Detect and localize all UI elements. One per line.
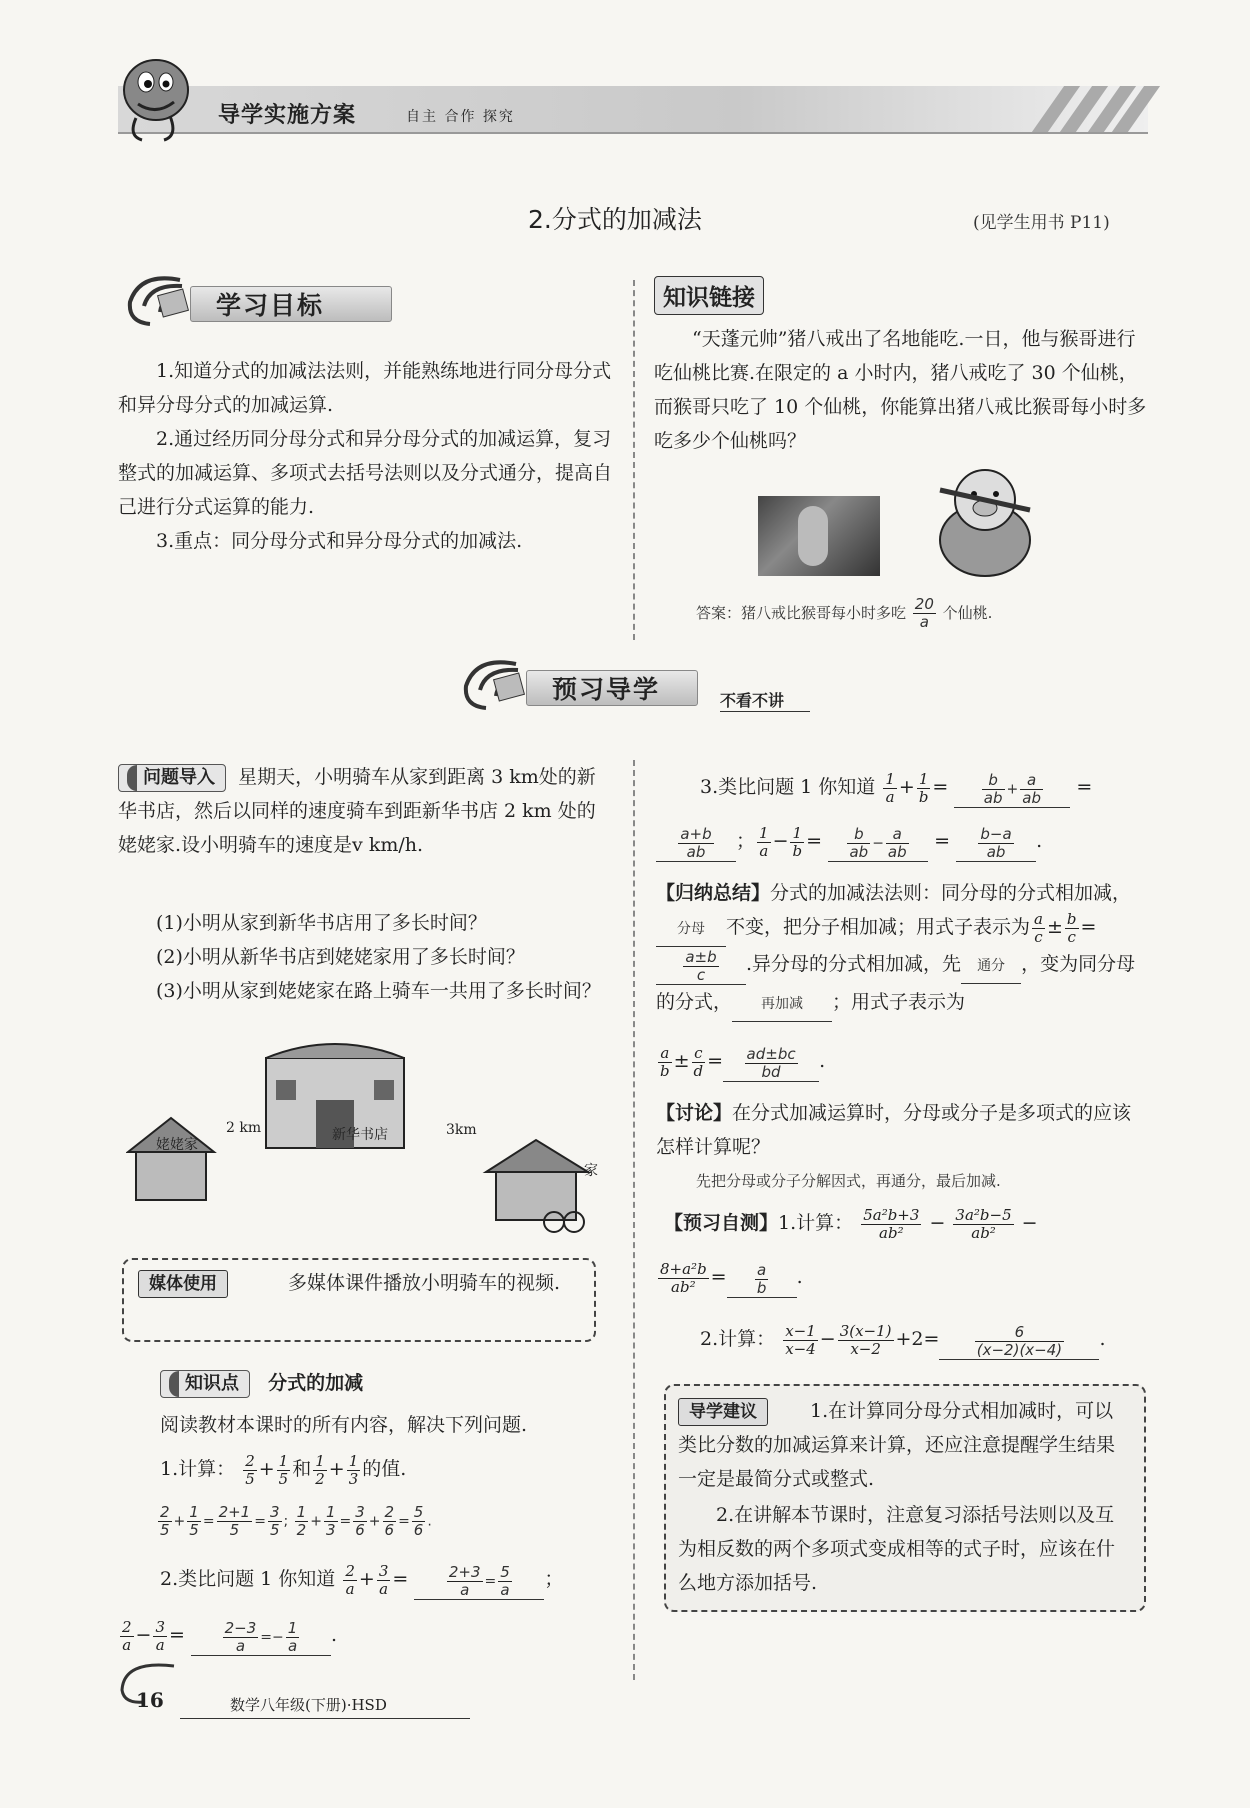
- kp-question-2b: $\frac{2}{a}$ − $\frac{3}{a}$ = $\frac{2-3}{a}$ =− $\frac{1}{a}$ .: [122, 1617, 338, 1655]
- objectives-title: 学习目标: [216, 291, 325, 320]
- rc-self-test-1b: $\frac{\text{8+a²b}}{\text{ab²}}$ = $\frac{a}{b}$ .: [660, 1259, 803, 1297]
- guide-box: [664, 1384, 1146, 1612]
- problem-q2: (2)小明从新华书店到姥姥家用了多长时间？: [156, 946, 525, 968]
- problem-q1: (1)小明从家到新华书店用了多长时间？: [156, 912, 487, 934]
- label-distance-right: 3km: [446, 1122, 477, 1138]
- label-grandma-home: 姥姥家: [156, 1137, 198, 1153]
- preview-banner: [456, 664, 816, 710]
- swirl-icon: [120, 272, 200, 328]
- objective-1: 1.知道分式的加减法法则，并能熟练地进行同分母分式和异分母分式的加减运算.: [118, 360, 612, 416]
- swirl-icon: [456, 656, 536, 712]
- objective-2: 2.通过经历同分母分式和异分母分式的加减运算，复习整式的加减运算、多项式去括号法则以及分式通分，提高自己进行分式运算的能力.: [118, 428, 613, 518]
- media-label: 媒体使用: [138, 1270, 228, 1298]
- kp-question-1: 1.计算： $\frac{2}{5}$ + $\frac{1}{5}$ 和 $\frac{1}{2}$ + $\frac{1}{3}$ 的值.: [160, 1451, 407, 1488]
- monkey-photo: [758, 496, 880, 576]
- section-title: 2.分式的加减法: [528, 205, 702, 234]
- column-divider-2: [633, 760, 635, 1680]
- rc-discuss: 【讨论】在分式加减运算时，分母或分子是多项式的应该怎样计算呢？: [656, 1102, 1132, 1158]
- guide-text-2: 2.在讲解本节课时，注意复习添括号法则以及互为相反数的两个多项式变成相等的式子时，应该在什么地方添加括号.: [678, 1504, 1116, 1594]
- page-number: 16: [136, 1688, 164, 1712]
- column-divider: [633, 280, 635, 640]
- knowledge-point-intro: 阅读教材本课时的所有内容，解决下列问题.: [160, 1414, 528, 1436]
- guide-text-1: 1.在计算同分母分式相加减时，可以类比分数的加减运算来计算，还应注意提醒学生结果一定是最简分式或整式.: [678, 1400, 1116, 1490]
- preview-subtitle: 不看不讲: [720, 688, 810, 712]
- mascot-icon: [116, 54, 194, 144]
- knowledge-link-label: 知识链接: [654, 276, 764, 315]
- guide-label: 导学建议: [678, 1398, 768, 1426]
- problem-intro-label: 问题导入: [118, 764, 226, 792]
- rc-question-3b: $\frac{a+b}{ab}$ ； $\frac{1}{a}$ − $\frac{1}{b}$ = $\frac{b}{ab}$ − $\frac{a}{ab}$ = $\frac{b-a}{ab}$ .: [656, 824, 1042, 862]
- knowledge-point-label: 知识点: [160, 1370, 250, 1398]
- rc-question-3: 3.类比问题 1 你知道 $\frac{1}{a}$ + $\frac{1}{b}$ = $\frac{b}{ab}$ + $\frac{a}{ab}$ =: [700, 769, 1093, 807]
- rc-summary-formula: $\frac{a}{b}$ ± $\frac{c}{d}$ = $\frac{ad\pm bc}{bd}$ .: [660, 1043, 826, 1081]
- label-distance-left: 2 km: [226, 1120, 262, 1136]
- media-box: [122, 1258, 596, 1342]
- objectives-banner: [120, 280, 390, 318]
- header-subtitle: 自主 合作 探究: [406, 109, 515, 125]
- pig-illustration: [920, 460, 1050, 580]
- media-text: 多媒体课件播放小明骑车的视频.: [288, 1272, 561, 1294]
- knowledge-link-answer: 答案：猪八戒比猴哥每小时多吃 $\frac{20}{a}$ 个仙桃.: [696, 595, 993, 631]
- knowledge-point-header: 知识点 分式的加减: [160, 1368, 363, 1398]
- rc-self-test-2: 2.计算： $\frac{x-1}{x-4}$ − $\frac{3(x-1)}{x-2}$ +2= $\frac{6}{(x-2)(x-4)}$ .: [700, 1321, 1106, 1359]
- label-bookstore: 新华书店: [332, 1127, 388, 1143]
- rc-summary: 【归纳总结】分式的加减法法则：同分母的分式相加减，分母 不变，把分子相加减；用式子表示为 $\frac{a}{c}$ ± $\frac{b}{c}$ = $\frac{a\pm b}{c}$ .异分母的分式相加减，先 通分 ，变为同分母的分式， 再加减 ；用式子表示为: [656, 876, 1150, 1022]
- kp-question-2: 2.类比问题 1 你知道 $\frac{2}{a}$ + $\frac{3}{a}$ = $\frac{2+3}{a}$ = $\frac{5}{a}$ ；: [160, 1561, 564, 1599]
- section-reference: (见学生用书 P11): [973, 213, 1110, 233]
- rc-discuss-answer: 先把分母或分子分解因式，再通分，最后加减.: [696, 1172, 1001, 1190]
- preview-title: 预习导学: [552, 675, 661, 704]
- problem-intro: 问题导入 星期天，小明骑车从家到距离 3 km处的新华书店，然后以同样的速度骑车到距新华书店 2 km 处的姥姥家.设小明骑车的速度是v km/h.: [118, 766, 596, 856]
- footer-book: 数学八年级(下册)·HSD: [230, 1696, 387, 1714]
- rc-self-test-1: 【预习自测】1.计算： $\frac{\text{5a²b+3}}{\text{ab²}}$ − $\frac{\text{3a²b−5}}{\text{ab²}}$ −: [664, 1205, 1038, 1242]
- knowledge-link-text: “天蓬元帅”猪八戒出了名地能吃.一日，他与猴哥进行吃仙桃比赛.在限定的 a 小时内，猪八戒吃了 30 个仙桃，而猴哥只吃了 10 个仙桃，你能算出猪八戒比猴哥每小时多吃多少个仙桃吗？: [654, 328, 1147, 452]
- objective-3: 3.重点：同分母分式和异分母分式的加减法.: [156, 530, 523, 552]
- label-home: 家: [584, 1163, 598, 1179]
- problem-q3: (3)小明从家到姥姥家在路上骑车一共用了多长时间？: [156, 980, 601, 1002]
- kp-answer-1: $\frac{2}{5}$ + $\frac{1}{5}$ = $\frac{2+1}{5}$ = $\frac{3}{5}$ ; $\frac{1}{2}$ + $\frac{1}{3}$ = $\frac{3}{6}$ + $\frac{2}{6}$ = $\frac{5}{6}$ .: [160, 1503, 432, 1539]
- footer-rule: [180, 1718, 470, 1719]
- header-title: 导学实施方案: [218, 103, 357, 128]
